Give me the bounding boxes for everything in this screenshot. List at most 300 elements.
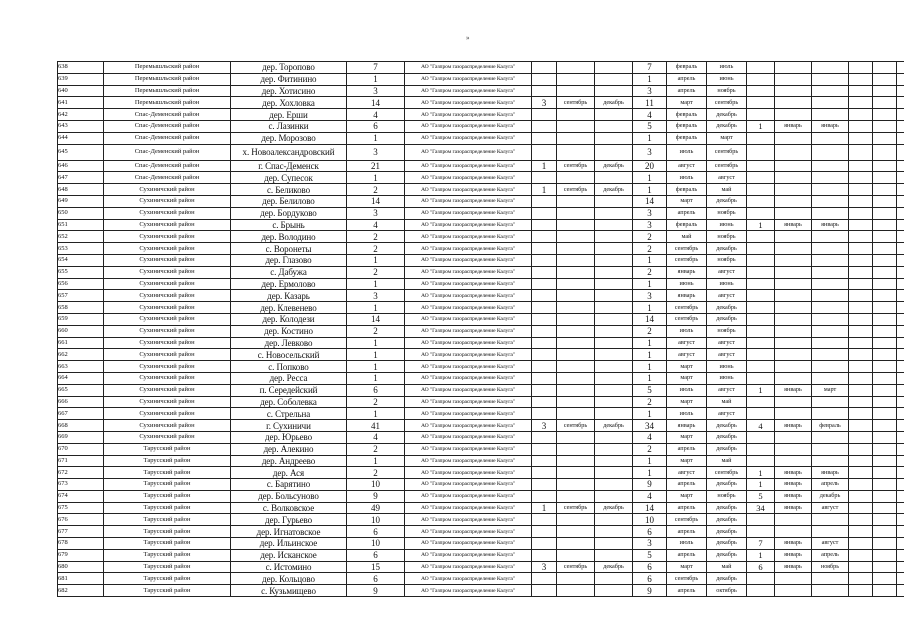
cell-empty — [849, 172, 873, 184]
cell-c — [595, 361, 633, 373]
cell-b — [557, 302, 595, 314]
cell-a — [532, 361, 557, 373]
cell-empty — [897, 97, 904, 109]
cell-f: ноябрь — [707, 254, 747, 266]
cell-i — [812, 337, 849, 349]
cell-i — [812, 349, 849, 361]
cell-empty — [873, 325, 897, 337]
cell-count: 2 — [347, 184, 405, 196]
cell-empty — [849, 207, 873, 219]
cell-g — [747, 302, 775, 314]
cell-empty — [897, 109, 904, 121]
cell-empty — [897, 231, 904, 243]
cell-b — [557, 73, 595, 85]
cell-empty — [849, 144, 873, 160]
cell-h — [775, 97, 812, 109]
cell-org: АО "Газпром газораспределение Калуга" — [405, 62, 532, 74]
cell-empty — [849, 526, 873, 538]
cell-i: февраль — [812, 420, 849, 432]
cell-org: АО "Газпром газораспределение Калуга" — [405, 313, 532, 325]
cell-district: Сухиничский район — [104, 325, 231, 337]
cell-district: Тарусский район — [104, 514, 231, 526]
cell-i — [812, 73, 849, 85]
cell-empty — [897, 195, 904, 207]
cell-b — [557, 490, 595, 502]
cell-b — [557, 372, 595, 384]
cell-b — [557, 290, 595, 302]
cell-empty — [897, 349, 904, 361]
cell-b: сентябрь — [557, 97, 595, 109]
cell-a: 1 — [532, 160, 557, 172]
cell-h — [775, 313, 812, 325]
table-row — [58, 538, 904, 550]
cell-district: Сухиничский район — [104, 184, 231, 196]
cell-b — [557, 349, 595, 361]
cell-num: 651 — [58, 219, 104, 231]
cell-d: 3 — [633, 538, 667, 550]
cell-num: 658 — [58, 302, 104, 314]
cell-empty — [849, 337, 873, 349]
cell-org: АО "Газпром газораспределение Калуга" — [405, 538, 532, 550]
cell-num: 670 — [58, 443, 104, 455]
cell-empty — [873, 132, 897, 144]
cell-district: Сухиничский район — [104, 372, 231, 384]
cell-num: 681 — [58, 573, 104, 585]
cell-g — [747, 231, 775, 243]
cell-c — [595, 62, 633, 74]
cell-org: АО "Газпром газораспределение Калуга" — [405, 585, 532, 597]
cell-district: Тарусский район — [104, 455, 231, 467]
cell-h — [775, 160, 812, 172]
cell-empty — [873, 408, 897, 420]
cell-district: Тарусский район — [104, 561, 231, 573]
cell-district: Тарусский район — [104, 502, 231, 514]
cell-b — [557, 431, 595, 443]
cell-c — [595, 207, 633, 219]
cell-empty — [897, 243, 904, 255]
cell-f: июль — [707, 62, 747, 74]
cell-org: АО "Газпром газораспределение Калуга" — [405, 243, 532, 255]
cell-i — [812, 160, 849, 172]
cell-village: с. Новосельский — [231, 349, 347, 361]
cell-empty — [873, 62, 897, 74]
cell-h — [775, 184, 812, 196]
cell-h — [775, 408, 812, 420]
cell-empty — [849, 160, 873, 172]
cell-org: АО "Газпром газораспределение Калуга" — [405, 455, 532, 467]
cell-district: Сухиничский район — [104, 408, 231, 420]
cell-empty — [897, 431, 904, 443]
cell-e: апрель — [667, 73, 707, 85]
cell-i: январь — [812, 120, 849, 132]
cell-h — [775, 254, 812, 266]
cell-f: май — [707, 561, 747, 573]
cell-village: дер. Ерши — [231, 109, 347, 121]
cell-f: ноябрь — [707, 85, 747, 97]
cell-g — [747, 144, 775, 160]
cell-h — [775, 243, 812, 255]
cell-district: Сухиничский район — [104, 349, 231, 361]
cell-b — [557, 526, 595, 538]
cell-f: декабрь — [707, 538, 747, 550]
cell-count: 9 — [347, 585, 405, 597]
cell-i — [812, 290, 849, 302]
cell-e: апрель — [667, 502, 707, 514]
cell-a — [532, 231, 557, 243]
cell-c — [595, 514, 633, 526]
cell-a: 3 — [532, 97, 557, 109]
cell-count: 1 — [347, 302, 405, 314]
cell-f: декабрь — [707, 514, 747, 526]
cell-empty — [873, 431, 897, 443]
cell-empty — [873, 384, 897, 396]
cell-b — [557, 396, 595, 408]
cell-empty — [849, 73, 873, 85]
cell-b — [557, 266, 595, 278]
table-row — [58, 372, 904, 384]
cell-empty — [873, 479, 897, 491]
cell-empty — [849, 384, 873, 396]
cell-empty — [849, 195, 873, 207]
cell-empty — [873, 502, 897, 514]
cell-a — [532, 337, 557, 349]
cell-i — [812, 455, 849, 467]
cell-org: АО "Газпром газораспределение Калуга" — [405, 195, 532, 207]
cell-num: 669 — [58, 431, 104, 443]
cell-h — [775, 514, 812, 526]
cell-empty — [873, 372, 897, 384]
cell-empty — [897, 120, 904, 132]
cell-g — [747, 514, 775, 526]
cell-d: 6 — [633, 526, 667, 538]
cell-district: Перемышльский район — [104, 85, 231, 97]
cell-org: АО "Газпром газораспределение Калуга" — [405, 266, 532, 278]
cell-g — [747, 337, 775, 349]
cell-num: 641 — [58, 97, 104, 109]
cell-e: февраль — [667, 120, 707, 132]
cell-empty — [873, 231, 897, 243]
cell-d: 2 — [633, 243, 667, 255]
cell-f: декабрь — [707, 431, 747, 443]
cell-empty — [873, 207, 897, 219]
cell-h — [775, 62, 812, 74]
cell-g — [747, 62, 775, 74]
cell-c — [595, 384, 633, 396]
cell-village: дер. Больсуново — [231, 490, 347, 502]
cell-i: апрель — [812, 479, 849, 491]
cell-empty — [873, 290, 897, 302]
cell-village: с. Кузьмищево — [231, 585, 347, 597]
cell-empty — [873, 443, 897, 455]
cell-g: 1 — [747, 219, 775, 231]
cell-f: август — [707, 349, 747, 361]
cell-b — [557, 573, 595, 585]
cell-e: февраль — [667, 184, 707, 196]
cell-b — [557, 120, 595, 132]
cell-g: 7 — [747, 538, 775, 550]
cell-num: 644 — [58, 132, 104, 144]
cell-num: 653 — [58, 243, 104, 255]
cell-i — [812, 372, 849, 384]
cell-d: 2 — [633, 396, 667, 408]
cell-c — [595, 302, 633, 314]
cell-empty — [897, 313, 904, 325]
table-row — [58, 97, 904, 109]
cell-d: 5 — [633, 120, 667, 132]
cell-count: 10 — [347, 514, 405, 526]
cell-empty — [849, 132, 873, 144]
cell-d: 5 — [633, 384, 667, 396]
cell-c: декабрь — [595, 561, 633, 573]
cell-empty — [849, 490, 873, 502]
cell-count: 3 — [347, 85, 405, 97]
cell-f: декабрь — [707, 502, 747, 514]
cell-empty — [849, 431, 873, 443]
cell-empty — [849, 396, 873, 408]
cell-g — [747, 109, 775, 121]
cell-a — [532, 549, 557, 561]
table-row — [58, 337, 904, 349]
cell-d: 3 — [633, 144, 667, 160]
cell-i — [812, 172, 849, 184]
cell-f: август — [707, 384, 747, 396]
cell-i — [812, 97, 849, 109]
cell-a — [532, 408, 557, 420]
cell-e: август — [667, 160, 707, 172]
cell-a — [532, 490, 557, 502]
cell-village: дер. Ася — [231, 467, 347, 479]
table-row — [58, 243, 904, 255]
cell-org: АО "Газпром газораспределение Калуга" — [405, 254, 532, 266]
cell-village: дер. Костино — [231, 325, 347, 337]
cell-a — [532, 396, 557, 408]
cell-a — [532, 62, 557, 74]
cell-a — [532, 443, 557, 455]
cell-g — [747, 243, 775, 255]
cell-village: дер. Алекино — [231, 443, 347, 455]
cell-f: август — [707, 266, 747, 278]
cell-count: 1 — [347, 349, 405, 361]
cell-num: 668 — [58, 420, 104, 432]
cell-num: 680 — [58, 561, 104, 573]
cell-b — [557, 514, 595, 526]
cell-empty — [849, 302, 873, 314]
cell-i — [812, 325, 849, 337]
cell-empty — [873, 144, 897, 160]
cell-e: август — [667, 467, 707, 479]
table-row — [58, 160, 904, 172]
table-row — [58, 573, 904, 585]
cell-empty — [849, 219, 873, 231]
cell-count: 6 — [347, 384, 405, 396]
table-row — [58, 384, 904, 396]
cell-village: с. Дабужа — [231, 266, 347, 278]
cell-village: г. Сухиничи — [231, 420, 347, 432]
cell-d: 1 — [633, 337, 667, 349]
cell-d: 14 — [633, 313, 667, 325]
table-row — [58, 278, 904, 290]
cell-e: январь — [667, 290, 707, 302]
cell-d: 34 — [633, 420, 667, 432]
cell-district: Спас-Деменский район — [104, 160, 231, 172]
cell-d: 3 — [633, 207, 667, 219]
cell-num: 664 — [58, 372, 104, 384]
cell-c — [595, 120, 633, 132]
cell-e: февраль — [667, 219, 707, 231]
table-row — [58, 184, 904, 196]
cell-h — [775, 85, 812, 97]
settlement-gasification-table — [57, 61, 904, 597]
cell-g — [747, 97, 775, 109]
cell-e: март — [667, 195, 707, 207]
table-row — [58, 195, 904, 207]
table-row — [58, 443, 904, 455]
cell-c — [595, 408, 633, 420]
cell-num: 643 — [58, 120, 104, 132]
table-row — [58, 73, 904, 85]
cell-i — [812, 526, 849, 538]
cell-village: дер. Хохловка — [231, 97, 347, 109]
table-row — [58, 455, 904, 467]
table-row — [58, 396, 904, 408]
cell-e: август — [667, 337, 707, 349]
cell-c — [595, 431, 633, 443]
table-row — [58, 325, 904, 337]
cell-a — [532, 172, 557, 184]
cell-f: сентябрь — [707, 160, 747, 172]
cell-empty — [897, 443, 904, 455]
cell-count: 3 — [347, 290, 405, 302]
cell-g — [747, 290, 775, 302]
cell-c: декабрь — [595, 184, 633, 196]
cell-empty — [849, 361, 873, 373]
cell-district: Сухиничский район — [104, 243, 231, 255]
cell-count: 14 — [347, 97, 405, 109]
cell-e: март — [667, 372, 707, 384]
cell-c — [595, 73, 633, 85]
cell-num: 666 — [58, 396, 104, 408]
cell-district: Тарусский район — [104, 490, 231, 502]
cell-empty — [897, 144, 904, 160]
cell-org: АО "Газпром газораспределение Калуга" — [405, 349, 532, 361]
cell-b — [557, 219, 595, 231]
cell-a: 3 — [532, 561, 557, 573]
cell-e: сентябрь — [667, 254, 707, 266]
cell-org: АО "Газпром газораспределение Калуга" — [405, 160, 532, 172]
cell-g — [747, 455, 775, 467]
cell-village: дер. Гурьево — [231, 514, 347, 526]
cell-num: 640 — [58, 85, 104, 97]
cell-d: 1 — [633, 73, 667, 85]
cell-a — [532, 266, 557, 278]
cell-a — [532, 349, 557, 361]
cell-village: дер. Бордуково — [231, 207, 347, 219]
cell-d: 1 — [633, 349, 667, 361]
cell-district: Спас-Деменский район — [104, 144, 231, 160]
cell-c — [595, 467, 633, 479]
cell-num: 638 — [58, 62, 104, 74]
cell-a — [532, 538, 557, 550]
cell-org: АО "Газпром газораспределение Калуга" — [405, 302, 532, 314]
cell-empty — [849, 349, 873, 361]
cell-d: 3 — [633, 85, 667, 97]
cell-empty — [897, 372, 904, 384]
cell-b — [557, 109, 595, 121]
cell-count: 1 — [347, 73, 405, 85]
cell-h: январь — [775, 120, 812, 132]
cell-empty — [873, 526, 897, 538]
cell-g — [747, 526, 775, 538]
cell-d: 11 — [633, 97, 667, 109]
cell-i — [812, 443, 849, 455]
cell-count: 4 — [347, 431, 405, 443]
cell-district: Сухиничский район — [104, 420, 231, 432]
cell-count: 15 — [347, 561, 405, 573]
cell-i: август — [812, 538, 849, 550]
cell-c: декабрь — [595, 160, 633, 172]
cell-a — [532, 431, 557, 443]
table-row — [58, 290, 904, 302]
cell-village: дер. Торопово — [231, 62, 347, 74]
cell-e: июль — [667, 384, 707, 396]
cell-a — [532, 85, 557, 97]
cell-num: 657 — [58, 290, 104, 302]
cell-empty — [849, 372, 873, 384]
cell-empty — [897, 585, 904, 597]
cell-f: июнь — [707, 73, 747, 85]
cell-village: с. Воронеты — [231, 243, 347, 255]
cell-c — [595, 396, 633, 408]
cell-d: 1 — [633, 361, 667, 373]
cell-a — [532, 132, 557, 144]
cell-empty — [897, 85, 904, 97]
cell-c — [595, 132, 633, 144]
cell-district: Спас-Деменский район — [104, 109, 231, 121]
cell-empty — [897, 420, 904, 432]
cell-c — [595, 455, 633, 467]
cell-g: 1 — [747, 384, 775, 396]
cell-e: март — [667, 97, 707, 109]
cell-empty — [873, 561, 897, 573]
cell-num: 675 — [58, 502, 104, 514]
cell-a — [532, 243, 557, 255]
cell-empty — [849, 538, 873, 550]
cell-org: АО "Газпром газораспределение Калуга" — [405, 325, 532, 337]
cell-i — [812, 85, 849, 97]
cell-num: 677 — [58, 526, 104, 538]
cell-b — [557, 585, 595, 597]
cell-num: 639 — [58, 73, 104, 85]
cell-g — [747, 172, 775, 184]
cell-empty — [873, 184, 897, 196]
cell-empty — [873, 573, 897, 585]
cell-empty — [873, 73, 897, 85]
cell-f: июнь — [707, 361, 747, 373]
cell-count: 1 — [347, 372, 405, 384]
cell-d: 9 — [633, 479, 667, 491]
cell-village: п. Середейский — [231, 384, 347, 396]
cell-org: АО "Газпром газораспределение Калуга" — [405, 120, 532, 132]
cell-village: дер. Клевенево — [231, 302, 347, 314]
cell-g — [747, 85, 775, 97]
cell-empty — [873, 455, 897, 467]
cell-empty — [897, 73, 904, 85]
cell-h — [775, 573, 812, 585]
cell-village: дер. Юрьево — [231, 431, 347, 443]
cell-empty — [873, 195, 897, 207]
cell-f: ноябрь — [707, 231, 747, 243]
cell-c — [595, 290, 633, 302]
